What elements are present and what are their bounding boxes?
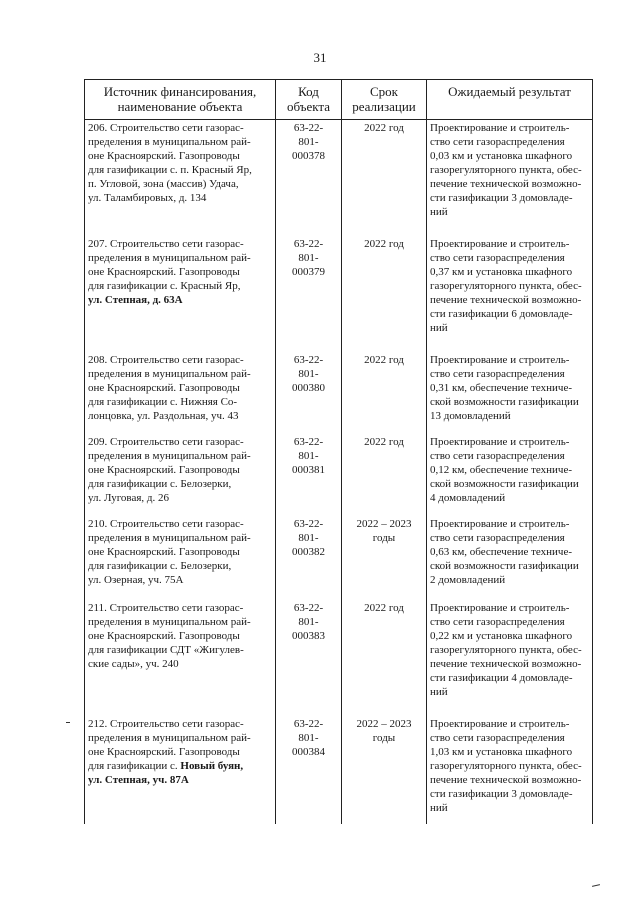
row-result-line: печение технической возможно- (430, 178, 582, 190)
row-name-line: пределения в муниципальном рай- (88, 367, 251, 380)
row-term-cell (342, 600, 427, 716)
row-name-line: ул. Степная, уч. 87А (88, 773, 189, 786)
row-name-line: пределения в муниципальном рай- (88, 731, 251, 744)
table-row (85, 352, 593, 434)
row-result-line: ний (430, 321, 448, 334)
row-result-line: 0,37 км и установка шкафного (430, 265, 573, 278)
row-term-line: 2022 – 2023 (356, 717, 412, 730)
row-name-line: оне Красноярский. Газопроводы (88, 150, 240, 162)
row-code-line: 63-22- (293, 237, 324, 250)
row-name-cell (85, 716, 276, 824)
row-result-cell (427, 120, 593, 236)
row-code-line: 000383 (292, 629, 325, 642)
row-term-cell (342, 236, 427, 352)
row-result-line: Проектирование и строитель- (430, 717, 570, 730)
row-name-line: п. Угловой, зона (массив) Удача, (88, 178, 239, 190)
row-result-line: Проектирование и строитель- (430, 601, 570, 614)
row-result-line: ство сети газораспределения (430, 367, 565, 380)
row-name-line-part: для газификации с. (88, 759, 181, 772)
row-result-line: ний (430, 801, 448, 814)
row-result-cell (427, 600, 593, 716)
row-code-line: 000380 (292, 381, 325, 394)
row-result-line: ний (430, 206, 448, 218)
row-name-line: ские сады», уч. 240 (88, 657, 179, 670)
financing-table (84, 79, 593, 824)
row-result-cell (427, 516, 593, 600)
row-result-line: Проектирование и строитель- (430, 435, 570, 448)
row-code-line: 801- (298, 531, 319, 544)
row-term-line: 2022 год (364, 237, 404, 250)
row-name-line: оне Красноярский. Газопроводы (88, 545, 240, 558)
row-result-line: 0,63 км, обеспечение техниче- (430, 545, 573, 558)
table-row (85, 716, 593, 824)
table-header (85, 80, 593, 120)
row-result-line: ство сети газораспределения (430, 731, 565, 744)
page-number: 31 (313, 50, 327, 65)
row-code-line: 63-22- (293, 435, 324, 448)
row-code-cell (276, 600, 342, 716)
table-row (85, 236, 593, 352)
table-row (85, 434, 593, 516)
row-code-line: 000378 (292, 150, 325, 162)
row-result-line: 1,03 км и установка шкафного (430, 745, 573, 758)
row-result-line: сти газификации 3 домовладе- (430, 192, 573, 204)
row-name-line: для газификации с. п. Красный Яр, (88, 164, 252, 176)
row-result-line: сти газификации 6 домовладе- (430, 307, 573, 320)
row-name-line: лонцовка, ул. Раздольная, уч. 43 (88, 409, 239, 422)
header-line: реализации (352, 99, 416, 114)
table-body (85, 120, 593, 824)
row-name-line: оне Красноярский. Газопроводы (88, 265, 240, 278)
row-term-cell (342, 434, 427, 516)
row-name-line: 207. Строительство сети газорас- (88, 237, 244, 250)
row-term-cell (342, 716, 427, 824)
row-result-line: ской возможности газификации (430, 477, 579, 490)
row-term-line: 2022 год (364, 601, 404, 614)
row-code-line: 801- (298, 251, 319, 264)
row-code-line: 000384 (292, 745, 325, 758)
table-row (85, 516, 593, 600)
row-result-line: ство сети газораспределения (430, 531, 565, 544)
row-result-line: ство сети газораспределения (430, 136, 565, 148)
row-result-line: 13 домовладений (430, 409, 511, 422)
row-result-line: газорегуляторного пункта, обес- (430, 643, 582, 656)
table-row (85, 600, 593, 716)
row-result-line: 0,12 км, обеспечение техниче- (430, 463, 573, 476)
table-row (85, 120, 593, 236)
header-result (427, 80, 593, 120)
row-name-line: пределения в муниципальном рай- (88, 449, 251, 462)
row-term-cell (342, 516, 427, 600)
row-name-line: 210. Строительство сети газорас- (88, 517, 244, 530)
row-name-line: оне Красноярский. Газопроводы (88, 381, 240, 394)
row-term-cell (342, 120, 427, 236)
row-name-line: пределения в муниципальном рай- (88, 136, 251, 148)
header-line: объекта (286, 99, 331, 114)
row-result-line: печение технической возможно- (430, 293, 582, 306)
header-source (85, 80, 276, 120)
row-code-line: 000381 (292, 463, 325, 476)
row-code-line: 000379 (292, 265, 325, 278)
row-code-cell (276, 434, 342, 516)
row-name-cell (85, 120, 276, 236)
header-line: Срок (370, 84, 398, 99)
row-name-line: пределения в муниципальном рай- (88, 531, 251, 544)
row-term-line: 2022 год (364, 122, 404, 134)
row-result-line: 2 домовладений (430, 573, 506, 586)
row-code-line: 801- (298, 136, 319, 148)
row-term-line: 2022 год (364, 435, 404, 448)
row-code-line: 801- (298, 449, 319, 462)
row-name-line: 212. Строительство сети газорас- (88, 717, 244, 730)
row-code-line: 801- (298, 731, 319, 744)
row-name-line: для газификации с. Белозерки, (88, 559, 232, 572)
row-result-line: 0,03 км и установка шкафного (430, 150, 573, 162)
row-name-line: ул. Луговая, д. 26 (88, 491, 170, 504)
row-term-line: 2022 год (364, 353, 404, 366)
row-name-line: пределения в муниципальном рай- (88, 615, 251, 628)
row-result-line: Проектирование и строитель- (430, 353, 570, 366)
row-result-line: газорегуляторного пункта, обес- (430, 164, 582, 176)
row-result-line: Проектирование и строитель- (430, 122, 570, 134)
row-name-cell (85, 516, 276, 600)
row-result-line: сти газификации 4 домовладе- (430, 671, 573, 684)
header-line: Источник финансирования, (103, 84, 257, 99)
row-result-line: Проектирование и строитель- (430, 237, 570, 250)
row-name-line: 211. Строительство сети газорас- (88, 601, 244, 614)
row-result-line: 0,31 км, обеспечение техниче- (430, 381, 573, 394)
row-result-line: сти газификации 3 домовладе- (430, 787, 573, 800)
row-code-cell (276, 236, 342, 352)
row-code-line: 801- (298, 367, 319, 380)
row-code-line: 801- (298, 615, 319, 628)
row-code-cell (276, 716, 342, 824)
row-term-line: годы (372, 531, 396, 544)
row-name-cell (85, 600, 276, 716)
margin-mark (66, 722, 70, 723)
row-code-cell (276, 352, 342, 434)
row-name-line: оне Красноярский. Газопроводы (88, 629, 240, 642)
row-name-line: пределения в муниципальном рай- (88, 251, 251, 264)
row-name-line: для газификации с. Нижняя Со- (88, 395, 238, 408)
header-line: Ожидаемый результат (448, 84, 571, 99)
row-code-line: 63-22- (293, 601, 324, 614)
row-code-line: 63-22- (293, 517, 324, 530)
row-result-line: печение технической возможно- (430, 773, 582, 786)
row-name-line: для газификации с. Белозерки, (88, 477, 232, 490)
row-result-line: печение технической возможно- (430, 657, 582, 670)
header-term (342, 80, 427, 120)
row-term-cell (342, 352, 427, 434)
row-name-line: ул. Таламбировых, д. 134 (88, 192, 207, 204)
row-name-line: ул. Озерная, уч. 75А (88, 573, 184, 586)
row-result-line: ство сети газораспределения (430, 251, 565, 264)
row-name-line: 206. Строительство сети газорас- (88, 122, 244, 134)
row-name-line: 208. Строительство сети газорас- (88, 353, 244, 366)
row-code-line: 000382 (292, 545, 325, 558)
row-name-line: для газификации с. Красный Яр, (88, 279, 241, 292)
row-name-cell (85, 352, 276, 434)
row-code-line: 63-22- (293, 353, 324, 366)
header-line: Код (298, 84, 319, 99)
row-result-line: ство сети газораспределения (430, 449, 565, 462)
row-result-line: Проектирование и строитель- (430, 517, 570, 530)
margin-mark (592, 884, 600, 887)
row-result-line: ство сети газораспределения (430, 615, 565, 628)
row-result-cell (427, 352, 593, 434)
row-code-cell (276, 120, 342, 236)
row-code-line: 63-22- (293, 717, 324, 730)
row-term-line: 2022 – 2023 (356, 517, 412, 530)
row-name-line: ул. Степная, д. 63А (88, 293, 183, 306)
row-code-cell (276, 516, 342, 600)
row-result-line: 0,22 км и установка шкафного (430, 629, 573, 642)
row-name-line (88, 759, 272, 773)
row-name-line-part: Новый буян, (180, 759, 244, 772)
row-name-line: для газификации СДТ «Жигулев- (88, 643, 244, 656)
row-name-cell (85, 236, 276, 352)
row-result-cell (427, 434, 593, 516)
row-result-line: 4 домовладений (430, 491, 506, 504)
row-name-cell (85, 434, 276, 516)
row-result-cell (427, 716, 593, 824)
row-result-line: газорегуляторного пункта, обес- (430, 279, 582, 292)
row-result-line: ской возможности газификации (430, 559, 579, 572)
row-result-cell (427, 236, 593, 352)
header-line: наименование объекта (117, 99, 243, 114)
row-code-line: 63-22- (293, 122, 324, 134)
row-name-line: оне Красноярский. Газопроводы (88, 463, 240, 476)
row-name-line: 209. Строительство сети газорас- (88, 435, 244, 448)
row-term-line: годы (372, 731, 396, 744)
row-result-line: ской возможности газификации (430, 395, 579, 408)
row-result-line: газорегуляторного пункта, обес- (430, 759, 582, 772)
row-name-line: оне Красноярский. Газопроводы (88, 745, 240, 758)
row-result-line: ний (430, 685, 448, 698)
header-code (276, 80, 342, 120)
